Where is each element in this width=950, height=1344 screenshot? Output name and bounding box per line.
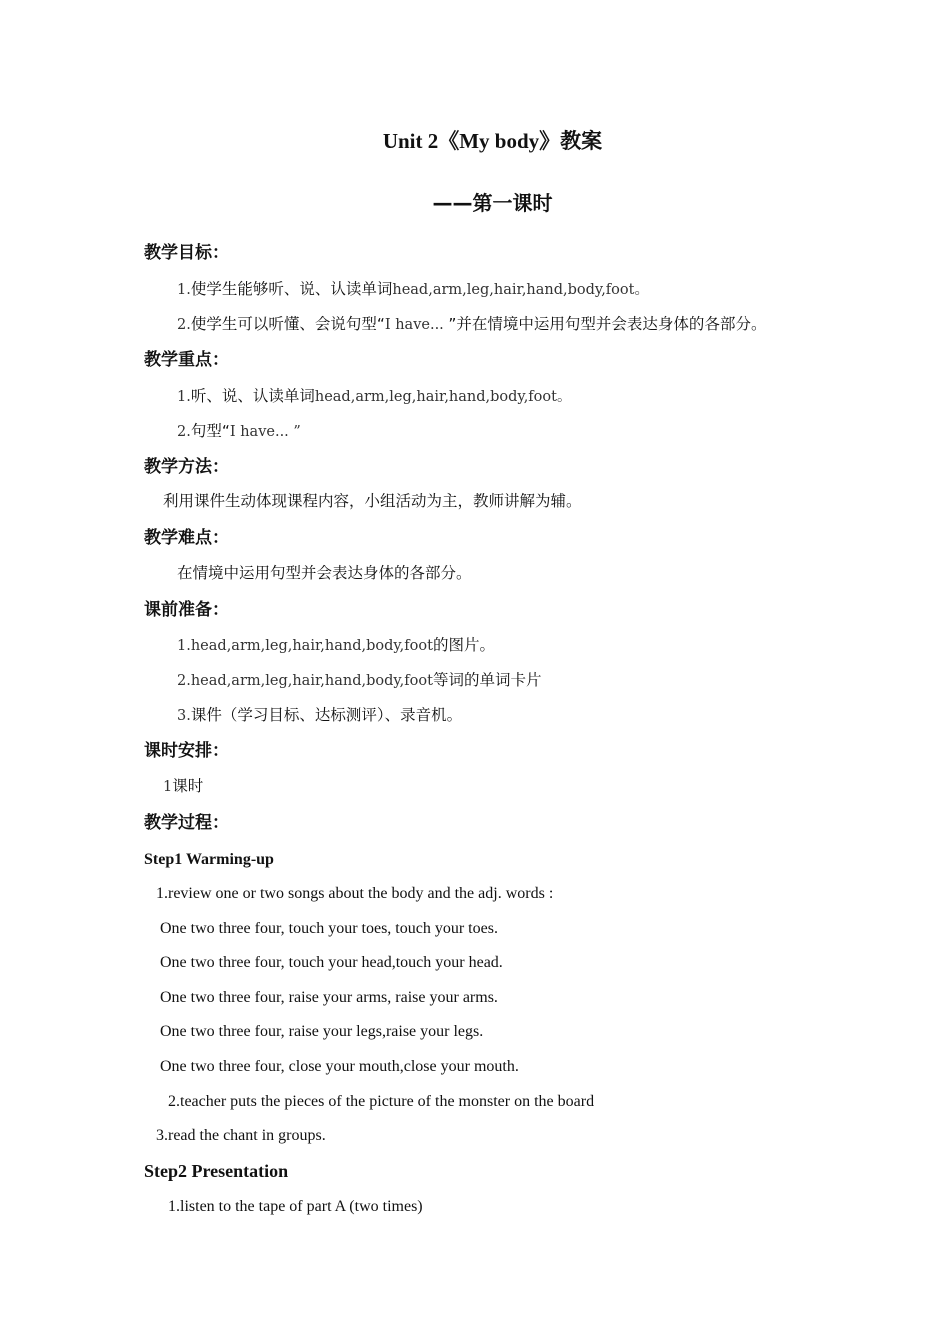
step1-title: Step1 Warming-up [144, 851, 274, 868]
schedule-unit: 课时 [172, 777, 204, 795]
step1-line: One two three four, raise your legs,raise your legs. [160, 1023, 484, 1040]
item-text: 句型“ [190, 422, 230, 440]
preparation-item-2 [177, 673, 541, 689]
item-text: 的图片。 [432, 636, 495, 654]
methods-heading: 教学方法： [144, 457, 229, 477]
difficulties-heading: 教学难点： [144, 528, 229, 548]
objectives-item-1 [177, 282, 649, 298]
step1-line: One two three four, touch your toes, touch your toes. [160, 920, 498, 937]
item-text: 等词的单词卡片 [432, 671, 542, 689]
step1-line: One two three four, touch your head,touch your head. [160, 954, 503, 971]
step1-line: 3.read the chant in groups. [156, 1127, 326, 1144]
preparation-item-1 [177, 638, 495, 654]
step1-line: 2.teacher puts the pieces of the picture of the monster on the board [168, 1093, 595, 1110]
step1-line: One two three four, close your mouth,close your mouth. [160, 1058, 519, 1075]
key-points-item-1 [177, 389, 571, 405]
item-words: head,arm,leg,hair,hand,body,foot。 [314, 389, 572, 405]
item-words: head,arm,leg,hair,hand,body,foot。 [392, 282, 649, 298]
item-words: head,arm,leg,hair,hand,body,foot [190, 638, 433, 654]
item-words: I have... [384, 317, 449, 333]
list-number: 1. [177, 282, 191, 298]
item-text: ”并在情境中运用句型并会表达身体的各部分。 [448, 315, 767, 333]
list-number: 3. [177, 708, 191, 724]
objectives-heading: 教学目标： [144, 243, 229, 263]
document-title: Unit 2《My body》教案 [382, 129, 603, 153]
step2-line: 1.listen to the tape of part A (two times) [168, 1198, 423, 1215]
schedule-heading: 课时安排： [144, 741, 229, 761]
item-words: head,arm,leg,hair,hand,body,foot [190, 673, 433, 689]
list-number: 1. [177, 638, 191, 654]
item-words: I have... ” [229, 424, 301, 440]
key-points-item-2 [177, 424, 301, 440]
list-number: 2. [177, 424, 191, 440]
schedule-number: 1 [163, 779, 173, 795]
difficulties-text: 在情境中运用句型并会表达身体的各部分。 [177, 564, 472, 582]
methods-text: 利用课件生动体现课程内容，小组活动为主，教师讲解为辅。 [163, 492, 582, 510]
list-number: 2. [177, 317, 191, 333]
step1-line: 1.review one or two songs about the body and the adj. words : [156, 885, 554, 902]
preparation-heading: 课前准备： [144, 600, 229, 620]
step1-line: One two three four, raise your arms, raise your arms. [160, 989, 498, 1006]
schedule-text [163, 779, 203, 795]
list-number: 1. [177, 389, 191, 405]
objectives-item-2 [177, 317, 766, 333]
process-heading: 教学过程： [144, 813, 229, 833]
item-text: 使学生可以听懂、会说句型“ [190, 315, 385, 333]
item-text: 使学生能够听、说、认读单词 [190, 280, 393, 298]
list-number: 2. [177, 673, 191, 689]
item-text: 课件（学习目标、达标测评）、录音机。 [190, 706, 463, 724]
key-points-heading: 教学重点： [144, 350, 229, 370]
preparation-item-3 [177, 708, 462, 724]
step2-title: Step2 Presentation [144, 1161, 289, 1181]
document-subtitle: ——第一课时 [432, 191, 553, 215]
item-text: 听、说、认读单词 [190, 387, 315, 405]
